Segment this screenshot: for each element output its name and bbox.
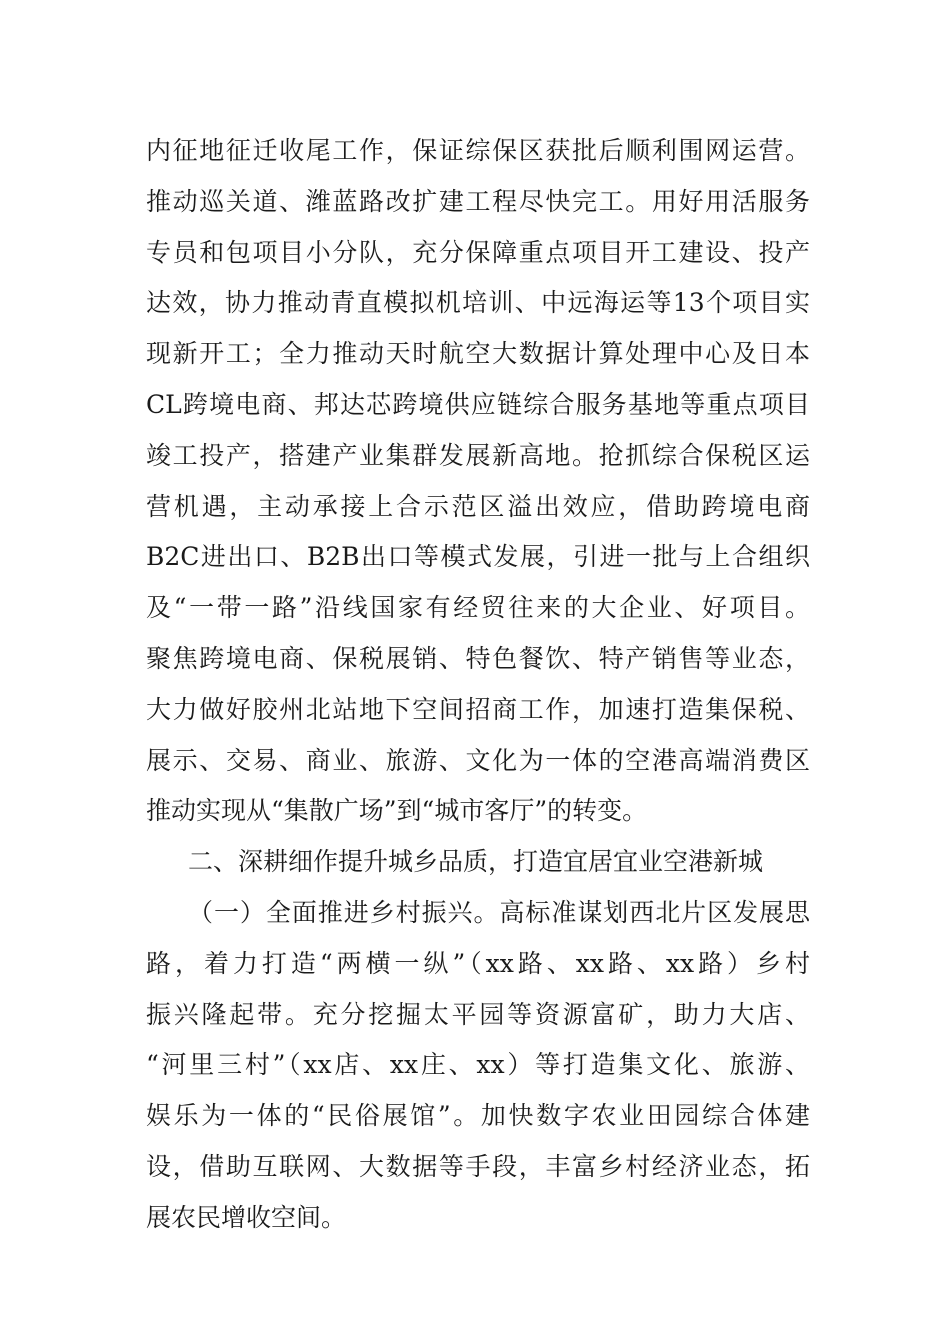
- text-line-8: 营机遇，主动承接上合示范区溢出效应，借助跨境电商: [146, 491, 810, 521]
- text-line-20: 娱乐为一体的“民俗展馆”。加快数字农业田园综合体建: [146, 1101, 810, 1131]
- text-line-9: B2C进出口、B2B出口等模式发展，引进一批与上合组织: [146, 542, 810, 572]
- text-line-17: 路，着力打造“两横一纵”（xx路、xx路、xx路）乡村: [146, 948, 810, 978]
- text-line-4: 达效，协力推动青直模拟机培训、中远海运等13个项目实: [146, 288, 810, 318]
- text-line-10: 及“一带一路”沿线国家有经贸往来的大企业、好项目。: [146, 593, 810, 623]
- text-line-16: （一）全面推进乡村振兴。高标准谋划西北片区发展思: [188, 897, 810, 927]
- text-line-6: CL跨境电商、邦达芯跨境供应链综合服务基地等重点项目: [146, 389, 810, 419]
- text-line-22: 展农民增收空间。: [146, 1202, 347, 1232]
- text-line-2: 推动巡关道、潍蓝路改扩建工程尽快完工。用好用活服务: [146, 186, 810, 216]
- text-line-18: 振兴隆起带。充分挖掘太平园等资源富矿，助力大店、: [146, 999, 810, 1029]
- text-line-7: 竣工投产，搭建产业集群发展新高地。抢抓综合保税区运: [146, 440, 810, 470]
- section-heading: 二、深耕细作提升城乡品质，打造宜居宜业空港新城: [188, 847, 764, 877]
- text-line-11: 聚焦跨境电商、保税展销、特色餐饮、特产销售等业态，: [146, 643, 810, 673]
- text-line-1: 内征地征迁收尾工作，保证综保区获批后顺利围网运营。: [146, 136, 810, 165]
- text-line-5: 现新开工；全力推动天时航空大数据计算处理中心及日本: [146, 339, 810, 369]
- text-line-3: 专员和包项目小分队，充分保障重点项目开工建设、投产: [146, 237, 810, 267]
- text-line-13: 展示、交易、商业、旅游、文化为一体的空港高端消费区: [146, 745, 810, 775]
- body-text: [146, 126, 810, 1244]
- text-line-21: 设，借助互联网、大数据等手段，丰富乡村经济业态，拓: [146, 1151, 810, 1181]
- text-line-19: “河里三村”（xx店、xx庄、xx）等打造集文化、旅游、: [146, 1050, 810, 1080]
- text-line-14: 推动实现从“集散广场”到“城市客厅”的转变。: [146, 796, 648, 826]
- text-line-12: 大力做好胶州北站地下空间招商工作，加速打造集保税、: [146, 694, 810, 724]
